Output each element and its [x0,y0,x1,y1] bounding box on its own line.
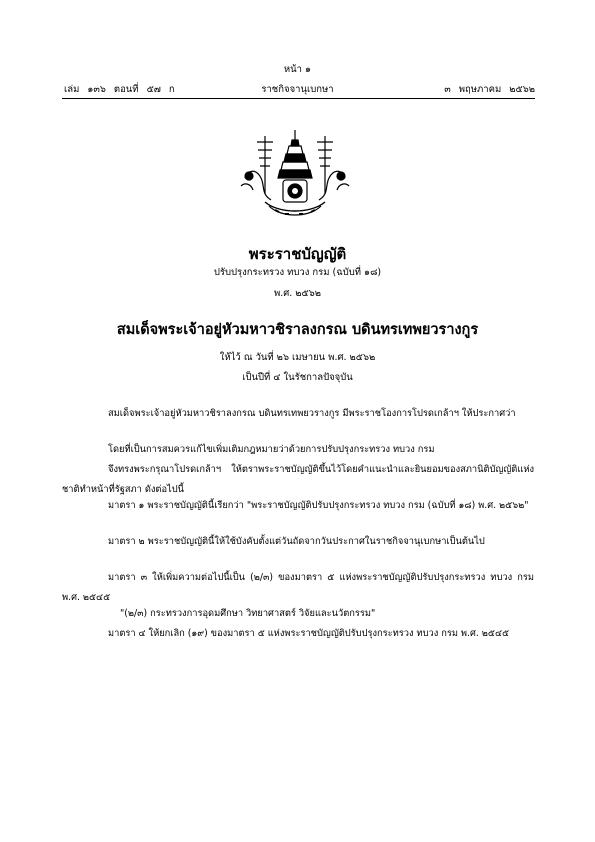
act-year: พ.ศ. ๒๕๖๒ [273,288,322,299]
rationale-paragraph: โดยที่เป็นการสมควรแก้ไขเพิ่มเติมกฎหมายว่าด้วยการปรับปรุงกระทรวง ทบวง กรม [108,444,435,455]
king-name: สมเด็จพระเจ้าอยู่หัวมหาวชิราลงกรณ บดินทรเทพยวรางกูร [116,322,479,338]
volume-issue: เล่ม ๑๓๖ ตอนที่ ๕๗ ก [64,84,175,95]
reign-year: เป็นปีที่ ๔ ในรัชกาลปัจจุบัน [242,372,353,383]
section-2: มาตรา ๒ พระราชบัญญัตินี้ให้ใช้บังคับตั้งแต่วันถัดจากวันประกาศในราชกิจจานุเบกษาเป็นต้นไป [108,536,485,547]
given-date: ให้ไว้ ณ วันที่ ๒๖ เมษายน พ.ศ. ๒๕๖๒ [219,352,376,363]
enactment-paragraph: จึงทรงพระกรุณาโปรดเกล้าฯ ให้ตราพระราชบัญญัติขึ้นไว้โดยคำแนะนำและยินยอมของสภานิติบัญญัติแห่งชาติทำหน้าที่รัฐสภา ดังต่อไปนี้ [62,464,534,495]
publication-date: ๓ พฤษภาคม ๒๕๖๒ [444,84,535,95]
gazette-name: ราชกิจจานุเบกษา [261,84,334,95]
section-4: มาตรา ๔ ให้ยกเลิก (๑๙) ของมาตรา ๕ แห่งพระราชบัญญัติปรับปรุงกระทรวง ทบวง กรม พ.ศ. ๒๕๔๕ [108,628,510,639]
proclamation-paragraph: สมเด็จพระเจ้าอยู่หัวมหาวชิราลงกรณ บดินทรเทพยวรางกูร มีพระราชโองการโปรดเกล้าฯ ให้ประกาศว่า [108,408,516,419]
act-subtitle: ปรับปรุงกระทรวง ทบวง กรม (ฉบับที่ ๑๘) [213,267,382,278]
act-title: พระราชบัญญัติ [248,245,347,263]
header-divider [62,98,535,99]
section-3-inserted-text: "(๒/๓) กระทรวงการอุดมศึกษา วิทยาศาสตร์ วิจัยและนวัตกรรม" [120,608,376,619]
royal-emblem-icon [235,128,355,220]
section-3: มาตรา ๓ ให้เพิ่มความต่อไปนี้เป็น (๒/๓) ของมาตรา ๕ แห่งพระราชบัญญัติปรับปรุงกระทรวง ทบวง กรม พ.ศ. ๒๕๔๕ [62,572,534,603]
section-1: มาตรา ๑ พระราชบัญญัตินี้เรียกว่า "พระราชบัญญัติปรับปรุงกระทรวง ทบวง กรม (ฉบับที่ ๑๘) พ.ศ. ๒๕๖๒" [108,500,529,511]
page-number: หน้า ๑ [283,64,312,75]
